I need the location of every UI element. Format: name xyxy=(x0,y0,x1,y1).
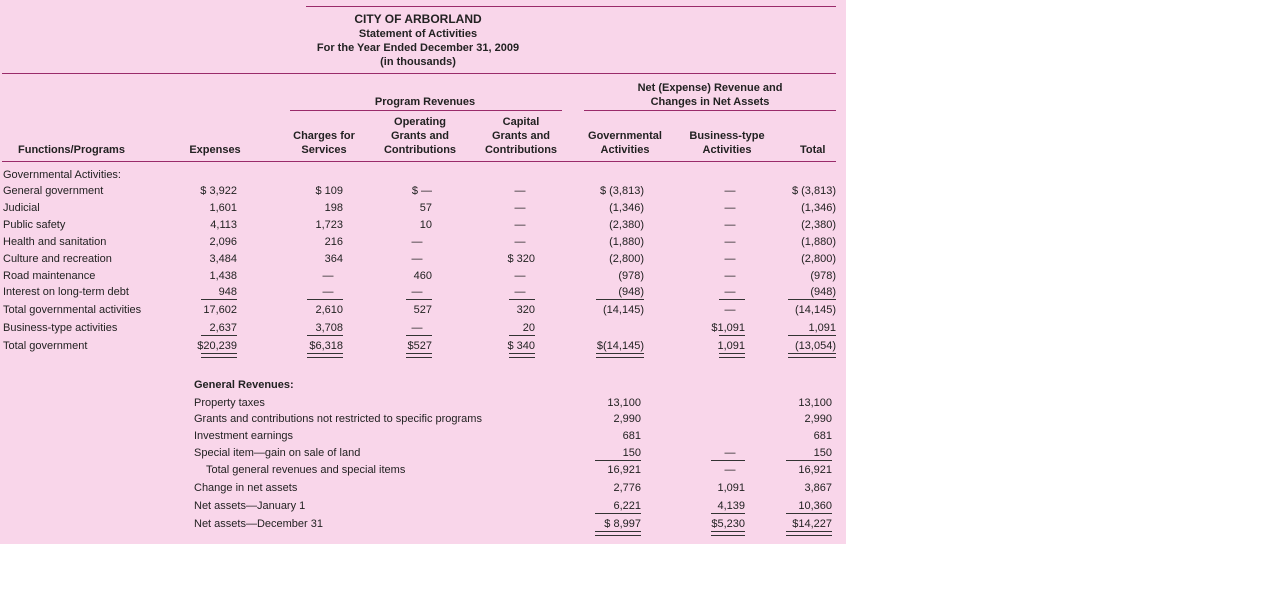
double-underline xyxy=(307,353,343,358)
program-revenues-rule xyxy=(290,110,562,111)
cell-expenses: 17,602 xyxy=(203,304,237,316)
cell-charges: — xyxy=(322,286,334,298)
statement-units: (in thousands) xyxy=(380,56,456,68)
cell-operating: 460 xyxy=(413,270,432,282)
general-revenue-label: Investment earnings xyxy=(194,430,294,442)
general-cell-gov: 2,776 xyxy=(613,482,641,494)
cell-total: (13,054) xyxy=(795,340,836,352)
single-underline xyxy=(595,460,641,461)
row-label: Business-type activities xyxy=(3,322,118,334)
cell-gov: (1,880) xyxy=(609,236,644,248)
single-underline xyxy=(719,299,745,300)
cell-capital: — xyxy=(514,202,526,214)
business-header-line2: Activities xyxy=(702,144,752,156)
title-bottom-rule xyxy=(2,73,836,74)
functions-programs-header: Functions/Programs xyxy=(18,144,125,156)
cell-total: (948) xyxy=(810,286,836,298)
operating-header-line1: Operating xyxy=(394,116,446,128)
charges-header-line1: Charges for xyxy=(293,130,355,142)
cell-bus: 1,091 xyxy=(717,340,745,352)
net-group-header-line1: Net (Expense) Revenue and xyxy=(637,82,783,94)
row-label: Interest on long-term debt xyxy=(3,286,129,298)
row-label: Judicial xyxy=(3,202,40,214)
general-revenue-label: Net assets—December 31 xyxy=(194,518,323,530)
capital-header-line3: Contributions xyxy=(484,144,558,156)
cell-total: (2,800) xyxy=(801,253,836,265)
single-underline xyxy=(711,513,745,514)
capital-header-line1: Capital xyxy=(502,116,540,128)
cell-expenses: $20,239 xyxy=(197,340,237,352)
cell-operating: — xyxy=(411,286,423,298)
cell-expenses: 2,637 xyxy=(209,322,237,334)
cell-operating: $527 xyxy=(407,340,432,352)
cell-gov: $(14,145) xyxy=(596,340,644,352)
single-underline xyxy=(711,460,745,461)
cell-charges: 1,723 xyxy=(315,219,343,231)
general-revenue-label: Special item—gain on sale of land xyxy=(194,447,361,459)
general-cell-gov: 13,100 xyxy=(607,397,641,409)
cell-expenses: 4,113 xyxy=(210,219,237,231)
cell-gov: $ (3,813) xyxy=(599,185,644,197)
governmental-header-line1: Governmental xyxy=(588,130,662,142)
cell-operating: $ — xyxy=(411,185,432,197)
operating-header-line3: Contributions xyxy=(383,144,457,156)
general-revenue-label: Total general revenues and special items xyxy=(206,464,406,476)
cell-total: 1,091 xyxy=(808,322,836,334)
cell-gov: (2,800) xyxy=(609,253,644,265)
single-underline xyxy=(406,335,432,336)
charges-header-line2: Services xyxy=(301,144,347,156)
net-group-rule xyxy=(584,110,836,111)
program-revenues-header: Program Revenues xyxy=(374,96,476,108)
single-underline xyxy=(786,460,832,461)
general-revenue-label: Grants and contributions not restricted to specific programs xyxy=(194,413,482,425)
general-cell-total: 16,921 xyxy=(798,464,832,476)
cell-bus: — xyxy=(724,270,736,282)
cell-expenses: 948 xyxy=(218,286,237,298)
cell-expenses: 2,096 xyxy=(209,236,237,248)
title-top-rule xyxy=(306,6,836,7)
cell-charges: $ 109 xyxy=(315,185,343,197)
cell-capital: $ 340 xyxy=(507,340,535,352)
general-cell-total: 2,990 xyxy=(804,413,832,425)
cell-capital: — xyxy=(514,219,526,231)
single-underline xyxy=(786,513,832,514)
cell-charges: — xyxy=(322,270,334,282)
general-revenues-heading: General Revenues: xyxy=(194,379,294,391)
single-underline xyxy=(719,335,745,336)
double-underline xyxy=(595,531,641,536)
operating-header-line2: Grants and xyxy=(390,130,450,142)
cell-gov: (1,346) xyxy=(609,202,644,214)
expenses-header: Expenses xyxy=(189,144,241,156)
single-underline xyxy=(788,299,836,300)
cell-bus: — xyxy=(724,185,736,197)
cell-bus: — xyxy=(724,304,736,316)
row-label: General government xyxy=(3,185,104,197)
cell-bus: — xyxy=(724,253,736,265)
double-underline xyxy=(201,353,237,358)
cell-operating: 527 xyxy=(413,304,432,316)
general-cell-bus: 4,139 xyxy=(717,500,745,512)
cell-capital: — xyxy=(514,185,526,197)
general-cell-bus: $5,230 xyxy=(711,518,745,530)
general-revenue-label: Property taxes xyxy=(194,397,265,409)
single-underline xyxy=(201,299,237,300)
header-bottom-rule xyxy=(2,161,836,162)
double-underline xyxy=(788,353,836,358)
general-revenue-label: Net assets—January 1 xyxy=(194,500,306,512)
cell-expenses: 1,601 xyxy=(209,202,237,214)
statement-title: Statement of Activities xyxy=(358,28,478,40)
general-cell-total: $14,227 xyxy=(792,518,832,530)
general-cell-bus: — xyxy=(724,464,736,476)
governmental-header-line2: Activities xyxy=(600,144,650,156)
general-cell-bus: 1,091 xyxy=(717,482,745,494)
cell-capital: — xyxy=(514,236,526,248)
single-underline xyxy=(201,335,237,336)
cell-charges: 364 xyxy=(324,253,343,265)
cell-operating: — xyxy=(411,236,423,248)
single-underline xyxy=(307,299,343,300)
double-underline xyxy=(711,531,745,536)
cell-total: (978) xyxy=(810,270,836,282)
cell-charges: $6,318 xyxy=(309,340,343,352)
business-header-line1: Business-type xyxy=(689,130,765,142)
capital-header-line2: Grants and xyxy=(491,130,551,142)
cell-total: (2,380) xyxy=(801,219,836,231)
general-cell-total: 3,867 xyxy=(804,482,832,494)
general-cell-total: 150 xyxy=(813,447,832,459)
general-cell-gov: 150 xyxy=(622,447,641,459)
general-cell-total: 681 xyxy=(813,430,832,442)
cell-operating: 57 xyxy=(419,202,432,214)
row-label: Total governmental activities xyxy=(3,304,142,316)
row-label: Health and sanitation xyxy=(3,236,107,248)
single-underline xyxy=(788,335,836,336)
cell-total: (1,880) xyxy=(801,236,836,248)
general-cell-gov: 681 xyxy=(622,430,641,442)
total-header: Total xyxy=(800,144,826,156)
general-cell-total: 13,100 xyxy=(798,397,832,409)
single-underline xyxy=(596,299,644,300)
general-cell-bus: — xyxy=(724,447,736,459)
double-underline xyxy=(596,353,644,358)
cell-charges: 216 xyxy=(324,236,343,248)
cell-total: (14,145) xyxy=(795,304,836,316)
double-underline xyxy=(719,353,745,358)
cell-bus: — xyxy=(724,202,736,214)
cell-charges: 3,708 xyxy=(315,322,343,334)
cell-expenses: 3,484 xyxy=(209,253,237,265)
single-underline xyxy=(595,513,641,514)
cell-operating: — xyxy=(411,322,423,334)
cell-capital: 20 xyxy=(522,322,535,334)
net-group-header-line2: Changes in Net Assets xyxy=(650,96,770,108)
cell-gov: (948) xyxy=(618,286,644,298)
cell-capital: $ 320 xyxy=(507,253,535,265)
single-underline xyxy=(509,299,535,300)
city-name: CITY OF ARBORLAND xyxy=(354,12,482,26)
cell-gov: (14,145) xyxy=(603,304,644,316)
cell-capital: — xyxy=(514,286,526,298)
single-underline xyxy=(307,335,343,336)
single-underline xyxy=(406,299,432,300)
row-label: Culture and recreation xyxy=(3,253,112,265)
governmental-activities-label: Governmental Activities: xyxy=(3,169,121,181)
double-underline xyxy=(509,353,535,358)
row-label: Road maintenance xyxy=(3,270,96,282)
general-cell-gov: $ 8,997 xyxy=(604,518,641,530)
row-label: Total government xyxy=(3,340,88,352)
general-cell-total: 10,360 xyxy=(798,500,832,512)
double-underline xyxy=(786,531,832,536)
statement-period: For the Year Ended December 31, 2009 xyxy=(316,42,520,54)
general-revenue-label: Change in net assets xyxy=(194,482,298,494)
cell-bus: $1,091 xyxy=(711,322,745,334)
cell-operating: 10 xyxy=(419,219,432,231)
cell-charges: 2,610 xyxy=(315,304,343,316)
general-cell-gov: 2,990 xyxy=(613,413,641,425)
cell-gov: (978) xyxy=(618,270,644,282)
cell-bus: — xyxy=(724,236,736,248)
general-cell-gov: 6,221 xyxy=(613,500,641,512)
cell-operating: — xyxy=(411,253,423,265)
cell-total: $ (3,813) xyxy=(791,185,836,197)
cell-capital: 320 xyxy=(516,304,535,316)
cell-bus: — xyxy=(724,219,736,231)
single-underline xyxy=(509,335,535,336)
cell-total: (1,346) xyxy=(801,202,836,214)
cell-capital: — xyxy=(514,270,526,282)
row-label: Public safety xyxy=(3,219,66,231)
cell-expenses: $ 3,922 xyxy=(200,185,237,197)
double-underline xyxy=(406,353,432,358)
cell-bus: — xyxy=(724,286,736,298)
cell-expenses: 1,438 xyxy=(209,270,237,282)
cell-gov: (2,380) xyxy=(609,219,644,231)
general-cell-gov: 16,921 xyxy=(607,464,641,476)
cell-charges: 198 xyxy=(324,202,343,214)
